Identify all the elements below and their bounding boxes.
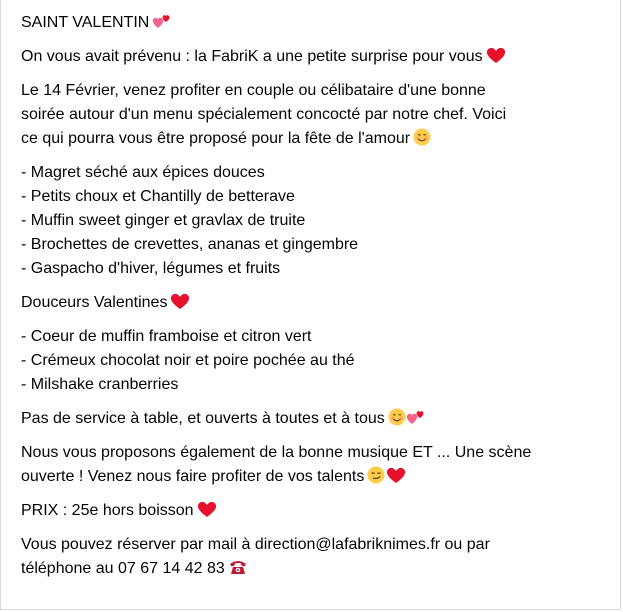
post-title: SAINT VALENTIN <box>21 11 611 35</box>
intro-text: On vous avait prévenu : la FabriK a une petite surprise pour vous <box>21 45 611 69</box>
price-text: PRIX : 25e hors boisson <box>21 499 611 523</box>
dessert-item: - Crémeux chocolat noir et poire pochée au thé <box>21 352 355 369</box>
service-text: Pas de service à table, et ouverts à toutes et à tous <box>21 407 611 431</box>
red-heart-icon <box>197 500 217 518</box>
smiling-face-icon <box>388 408 406 426</box>
menu-item: - Gaspacho d'hiver, légumes et fruits <box>21 260 281 277</box>
dessert-item: - Milshake cranberries <box>21 376 179 393</box>
red-heart-icon <box>386 466 406 484</box>
music-line-2: ouverte ! Venez nous faire profiter de vos talents <box>21 465 611 489</box>
post-body <box>21 11 611 581</box>
telephone-icon <box>228 558 248 576</box>
contact-line-1: Vous pouvez réserver par mail à direction@lafabriknimes.fr ou par <box>21 536 490 553</box>
menu-item: - Magret séché aux épices douces <box>21 164 265 181</box>
description-line-3: ce qui pourra vous être proposé pour la fête de l'amour <box>21 127 611 151</box>
menu-item: - Brochettes de crevettes, ananas et gingembre <box>21 236 359 253</box>
menu-item: - Muffin sweet ginger et gravlax de truite <box>21 212 306 229</box>
menu-item: - Petits choux et Chantilly de betterave <box>21 188 295 205</box>
dessert-item: - Coeur de muffin framboise et citron vert <box>21 328 312 345</box>
two-hearts-icon <box>406 408 426 426</box>
smirking-face-icon <box>367 466 385 484</box>
smiling-face-icon <box>413 128 431 146</box>
red-heart-icon <box>486 46 506 64</box>
two-hearts-icon <box>152 12 172 30</box>
description-line-2: soirée autour d'un menu spécialement concocté par notre chef. Voici <box>21 106 507 123</box>
music-line-1: Nous vous proposons également de la bonne musique ET ... Une scène <box>21 444 532 461</box>
desserts-title: Douceurs Valentines <box>21 291 611 315</box>
red-heart-icon <box>170 292 190 310</box>
contact-line-2: téléphone au 07 67 14 42 83 <box>21 557 611 581</box>
description-line-1: Le 14 Février, venez profiter en couple ou célibataire d'une bonne <box>21 82 486 99</box>
